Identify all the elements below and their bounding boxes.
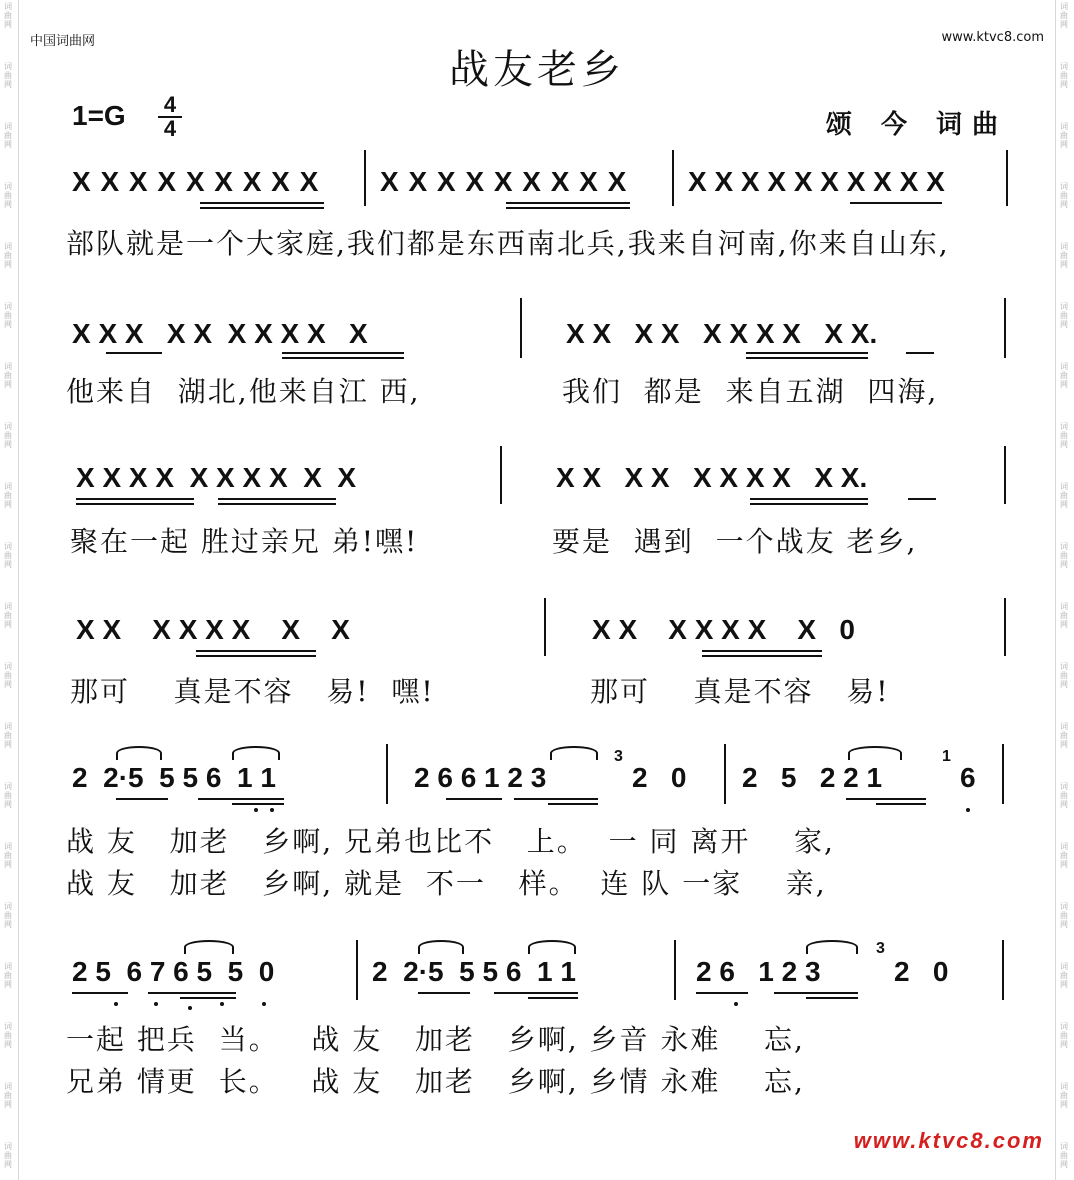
tie-slur (806, 940, 858, 954)
side-watermark-text: 词曲网 (4, 482, 12, 509)
barline (1002, 744, 1004, 804)
side-watermark-text: 词曲网 (4, 242, 12, 269)
side-watermark-text: 词曲网 (1060, 122, 1068, 149)
side-watermark-text: 词曲网 (4, 1082, 12, 1109)
measure-12-end: 6 (960, 762, 976, 793)
tie-slur (528, 940, 576, 954)
measure-3-notes: X X X X X X X X X X (688, 166, 945, 197)
barline (356, 940, 358, 1000)
underline (180, 997, 236, 999)
side-watermark-text: 词曲网 (4, 902, 12, 929)
side-watermark-text: 词曲网 (1060, 962, 1068, 989)
measure-2-notes: X X X X X X X X X (380, 166, 628, 197)
low-octave-dot (966, 808, 970, 812)
underline (750, 503, 868, 505)
tie-slur (848, 746, 902, 760)
measure-15-notes: 2 6 1 2 3 (696, 956, 829, 987)
low-octave-dot (114, 1002, 118, 1006)
barline (364, 150, 366, 206)
barline (544, 598, 546, 656)
barline (520, 298, 522, 358)
key-signature: 1=G (72, 100, 126, 131)
time-denominator: 4 (163, 116, 177, 141)
lyric-3a: 聚在一起 胜过亲兄 弟!嘿! (70, 525, 419, 558)
lyric-line-5b: 战 友 加老 乡啊, 就是 不一 样。 连 队 一家 亲, (66, 867, 827, 900)
underline (806, 997, 858, 999)
barline (724, 744, 726, 804)
side-watermark-text: 词曲网 (4, 302, 12, 329)
underline (850, 202, 942, 204)
underline (514, 798, 598, 800)
measure-5-notes: X X X X X X X X X X. (566, 318, 878, 349)
side-watermark-text: 词曲网 (1060, 782, 1068, 809)
measure-11-end: 2 0 (632, 762, 687, 793)
underline (908, 498, 936, 500)
lyric-4a: 那可 真是不容 易! 嘿! (70, 675, 435, 708)
underline (282, 352, 404, 354)
lyric-2a: 他来自 湖北,他来自江 西, (66, 375, 421, 408)
underline (528, 997, 578, 999)
tie-slur (418, 940, 464, 954)
tie-slur (232, 746, 280, 760)
site-url-right: www.ktvc8.com (941, 30, 1044, 45)
lyric-2b: 我们 都是 来自五湖 四海, (562, 375, 939, 408)
measure-8-notes: X X X X X X X X (76, 614, 350, 645)
barline (386, 744, 388, 804)
underline (218, 498, 336, 500)
measure-7-notes: X X X X X X X X X X. (556, 462, 868, 493)
underline (196, 655, 316, 657)
underline (200, 202, 324, 204)
underline (418, 992, 470, 994)
low-octave-dot (270, 808, 274, 812)
low-octave-dot (154, 1002, 158, 1006)
low-octave-dot (220, 1002, 224, 1006)
barline (1004, 298, 1006, 358)
side-watermark-text: 词曲网 (4, 182, 12, 209)
underline (906, 352, 934, 354)
side-watermark-text: 词曲网 (1060, 1022, 1068, 1049)
side-watermark-text: 词曲网 (4, 962, 12, 989)
time-signature (158, 94, 182, 140)
side-watermark-text: 词曲网 (4, 782, 12, 809)
side-watermark-text: 词曲网 (4, 62, 12, 89)
side-watermark-text: 词曲网 (1060, 842, 1068, 869)
underline (106, 352, 162, 354)
tie-slur (550, 746, 598, 760)
side-watermark-text: 词曲网 (1060, 2, 1068, 29)
low-octave-dot (254, 808, 258, 812)
underline (702, 655, 822, 657)
side-watermark-text: 词曲网 (4, 2, 12, 29)
barline (500, 446, 502, 504)
lyric-line-1: 部队就是一个大家庭,我们都是东西南北兵,我来自河南,你来自山东, (66, 227, 950, 260)
barline (1002, 940, 1004, 1000)
side-watermark-text: 词曲网 (4, 1142, 12, 1169)
underline (750, 498, 868, 500)
site-logo-bottom: www.ktvc8.com (853, 1128, 1044, 1153)
underline (494, 992, 578, 994)
underline (76, 498, 194, 500)
barline (1006, 150, 1008, 206)
lyric-line-5a: 战 友 加老 乡啊, 兄弟也比不 上。 一 同 离开 家, (66, 825, 835, 858)
side-watermark-text: 词曲网 (4, 362, 12, 389)
side-watermark-text: 词曲网 (1060, 602, 1068, 629)
underline (116, 798, 168, 800)
side-watermark-text: 词曲网 (1060, 902, 1068, 929)
side-watermark-text: 词曲网 (4, 602, 12, 629)
composer-credit: 颂 今 词曲 (825, 110, 1008, 140)
side-watermark-text: 词曲网 (1060, 302, 1068, 329)
barline (1004, 446, 1006, 504)
grace-note: 1 (942, 748, 951, 765)
underline (200, 207, 324, 209)
side-watermark-text: 词曲网 (4, 542, 12, 569)
lyric-3b: 要是 遇到 一个战友 老乡, (552, 525, 918, 558)
measure-4-notes: X X X X X X X X X X (72, 318, 368, 349)
underline (148, 992, 236, 994)
side-watermark-text: 词曲网 (4, 722, 12, 749)
grace-note: 3 (614, 748, 623, 765)
side-watermark-text: 词曲网 (1060, 1082, 1068, 1109)
underline (506, 202, 630, 204)
side-watermark-text: 词曲网 (1060, 722, 1068, 749)
measure-9-notes: X X X X X X X 0 (592, 614, 855, 645)
side-watermark-text: 词曲网 (1060, 242, 1068, 269)
side-watermark-text: 词曲网 (1060, 482, 1068, 509)
lyric-line-6b: 兄弟 情更 长。 战 友 加老 乡啊, 乡情 永难 忘, (66, 1065, 805, 1098)
underline (696, 992, 748, 994)
song-title: 战友老乡 (449, 47, 625, 93)
underline (232, 803, 284, 805)
side-watermark-text: 词曲网 (1060, 542, 1068, 569)
side-watermark-text: 词曲网 (1060, 422, 1068, 449)
underline (876, 803, 926, 805)
underline (746, 357, 868, 359)
low-octave-dot (188, 1006, 192, 1010)
measure-6-notes: X X X X X X X X X X (76, 462, 357, 493)
side-watermark-text: 词曲网 (4, 422, 12, 449)
underline (702, 650, 822, 652)
tie-slur (184, 940, 234, 954)
left-watermark-strip (0, 0, 19, 1180)
underline (218, 503, 336, 505)
low-octave-dot (262, 1002, 266, 1006)
underline (446, 798, 502, 800)
side-watermark-text: 词曲网 (1060, 662, 1068, 689)
measure-11-notes: 2 6 6 1 2 3 (414, 762, 555, 793)
underline (746, 352, 868, 354)
underline (506, 207, 630, 209)
lyric-line-6a: 一起 把兵 当。 战 友 加老 乡啊, 乡音 永难 忘, (66, 1023, 805, 1056)
underline (196, 650, 316, 652)
grace-note: 3 (876, 940, 885, 957)
barline (674, 940, 676, 1000)
right-watermark-strip (1055, 0, 1074, 1180)
underline (198, 798, 284, 800)
tie-slur (116, 746, 162, 760)
lyric-4b: 那可 真是不容 易! (590, 675, 890, 708)
underline (72, 992, 128, 994)
side-watermark-text: 词曲网 (4, 1022, 12, 1049)
underline (548, 803, 598, 805)
barline (1004, 598, 1006, 656)
underline (774, 992, 858, 994)
underline (282, 357, 404, 359)
site-name-left: 中国词曲网 (30, 34, 96, 49)
side-watermark-text: 词曲网 (1060, 182, 1068, 209)
measure-12-notes: 2 5 2 2 1 (742, 762, 890, 793)
side-watermark-text: 词曲网 (4, 662, 12, 689)
side-watermark-text: 词曲网 (1060, 362, 1068, 389)
side-watermark-text: 词曲网 (4, 842, 12, 869)
barline (672, 150, 674, 206)
low-octave-dot (734, 1002, 738, 1006)
underline (846, 798, 926, 800)
side-watermark-text: 词曲网 (4, 122, 12, 149)
measure-13-notes: 2 5 6 7 6 5 5 0 (72, 956, 275, 987)
measure-14-notes: 2 2·5 5 5 6 1 1 (372, 956, 576, 987)
measure-10-notes: 2 2·5 5 5 6 1 1 (72, 762, 276, 793)
measure-1-notes: X X X X X X X X X (72, 166, 320, 197)
measure-15-end: 2 0 (894, 956, 949, 987)
time-numerator: 4 (158, 94, 182, 118)
underline (76, 503, 194, 505)
side-watermark-text: 词曲网 (1060, 1142, 1068, 1169)
side-watermark-text: 词曲网 (1060, 62, 1068, 89)
